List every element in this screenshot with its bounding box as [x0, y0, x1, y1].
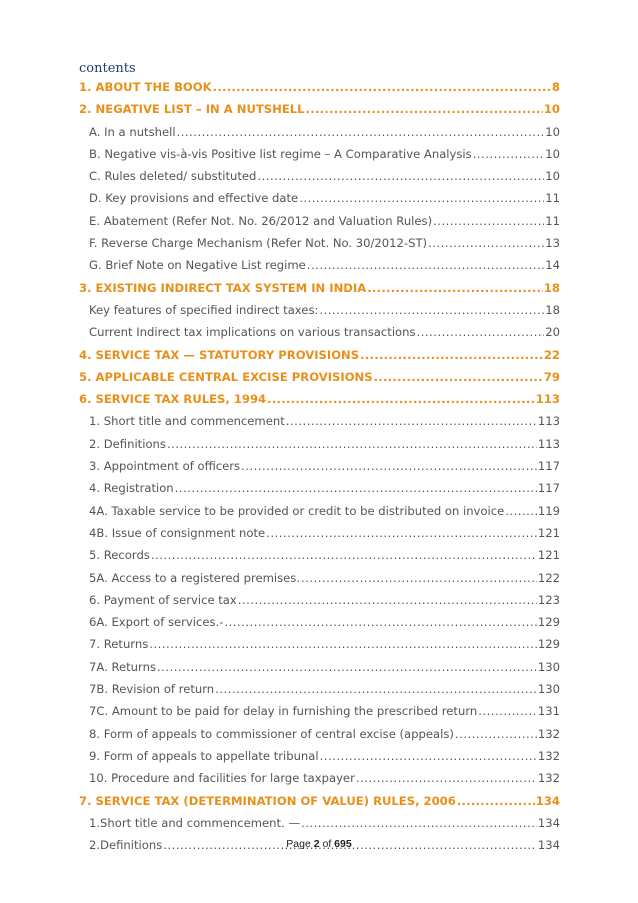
toc-dot-leader [505, 500, 537, 522]
toc-entry-label: 3. Appointment of officers [89, 459, 241, 474]
toc-section-entry[interactable] [79, 98, 560, 120]
toc-dot-leader [224, 611, 536, 633]
toc-entry-label: 7. SERVICE TAX (DETERMINATION OF VALUE) RULES, 2006 [79, 793, 456, 808]
toc-entry-page-number: 10 [545, 124, 560, 139]
toc-entry-label: G. Brief Note on Negative List regime [89, 258, 306, 273]
toc-entry-page-number: 113 [535, 392, 560, 407]
toc-entry-page-number: 134 [537, 815, 560, 830]
toc-entry-label: 9. Form of appeals to appellate tribunal [89, 748, 319, 763]
toc-entry-page-number: 132 [537, 748, 560, 763]
toc-subsection-entry[interactable] [79, 767, 560, 789]
toc-entry-page-number: 13 [545, 236, 560, 251]
toc-section-entry[interactable] [79, 76, 560, 98]
toc-dot-leader [286, 410, 537, 432]
toc-dot-leader [428, 232, 544, 254]
toc-entry-page-number: 14 [545, 258, 560, 273]
footer-prefix: Page [286, 838, 314, 850]
toc-entry-label: 7B. Revision of return [89, 682, 215, 697]
toc-entry-page-number: 131 [537, 704, 560, 719]
toc-entry-page-number: 121 [537, 525, 560, 540]
toc-entry-label: Current Indirect tax implications on various transactions [89, 325, 416, 340]
toc-entry-label: C. Rules deleted/ substituted [89, 169, 257, 184]
toc-entry-label: 2. Definitions [89, 436, 166, 451]
toc-entry-label: 1.Short title and commencement. — [89, 815, 301, 830]
toc-dot-leader [356, 767, 537, 789]
toc-entry-page-number: 79 [543, 369, 560, 384]
toc-entry-label: 8. Form of appeals to commissioner of central excise (appeals) [89, 726, 454, 741]
toc-entry-page-number: 22 [543, 347, 560, 362]
toc-entry-label: 4B. Issue of consignment note [89, 525, 266, 540]
toc-entry-label: A. In a nutshell [89, 124, 176, 139]
toc-entry-label: 7A. Returns [89, 659, 156, 674]
toc-entry-page-number: 11 [545, 213, 560, 228]
toc-entry-page-number: 11 [545, 191, 560, 206]
toc-entry-page-number: 10 [545, 146, 560, 161]
toc-subsection-entry[interactable] [79, 477, 560, 499]
toc-dot-leader [319, 299, 544, 321]
toc-subsection-entry[interactable] [79, 299, 560, 321]
toc-dot-leader [478, 700, 537, 722]
toc-dot-leader [367, 277, 543, 299]
toc-title: contents [79, 61, 136, 76]
toc-entry-label: 5A. Access to a registered premises. [89, 570, 301, 585]
toc-subsection-entry[interactable] [79, 500, 560, 522]
toc-dot-leader [433, 210, 544, 232]
toc-entry-label: E. Abatement (Refer Not. No. 26/2012 and Valuation Rules) [89, 213, 433, 228]
toc-entry-page-number: 129 [537, 637, 560, 652]
toc-section-entry[interactable] [79, 790, 560, 812]
toc-subsection-entry[interactable] [79, 410, 560, 432]
toc-dot-leader [215, 678, 537, 700]
toc-subsection-entry[interactable] [79, 633, 560, 655]
toc-subsection-entry[interactable] [79, 121, 560, 143]
toc-entry-label: 1. Short title and commencement [89, 414, 285, 429]
toc-dot-leader [267, 388, 535, 410]
toc-entry-label: F. Reverse Charge Mechanism (Refer Not. No. 30/2012-ST) [89, 236, 428, 251]
toc-entry-page-number: 10 [543, 102, 560, 117]
toc-entry-label: B. Negative vis-à-vis Positive list regime – A Comparative Analysis [89, 146, 472, 161]
table-of-contents [79, 76, 560, 856]
toc-dot-leader [299, 187, 544, 209]
toc-dot-leader [374, 366, 543, 388]
toc-dot-leader [177, 121, 545, 143]
toc-dot-leader [167, 433, 537, 455]
toc-entry-page-number: 20 [545, 325, 560, 340]
toc-subsection-entry[interactable] [79, 678, 560, 700]
toc-entry-page-number: 130 [537, 659, 560, 674]
toc-subsection-entry[interactable] [79, 611, 560, 633]
toc-entry-page-number: 117 [537, 459, 560, 474]
toc-entry-page-number: 18 [545, 302, 560, 317]
toc-entry-label: 5. Records [89, 548, 150, 563]
toc-dot-leader [241, 455, 537, 477]
toc-entry-page-number: 134 [537, 838, 560, 853]
toc-entry-label: 4. Registration [89, 481, 174, 496]
toc-entry-label: 10. Procedure and facilities for large taxpayer [89, 771, 355, 786]
toc-entry-page-number: 134 [535, 793, 560, 808]
toc-dot-leader [307, 254, 544, 276]
toc-entry-label: D. Key provisions and effective date [89, 191, 299, 206]
toc-entry-page-number: 119 [537, 503, 560, 518]
toc-entry-label: Key features of specified indirect taxes: [89, 302, 319, 317]
footer-middle: of [319, 838, 335, 850]
toc-subsection-entry[interactable] [79, 812, 560, 834]
toc-subsection-entry[interactable] [79, 165, 560, 187]
toc-entry-page-number: 117 [537, 481, 560, 496]
toc-subsection-entry[interactable] [79, 723, 560, 745]
toc-subsection-entry[interactable] [79, 567, 560, 589]
toc-entry-label: 6. SERVICE TAX RULES, 1994 [79, 392, 267, 407]
toc-section-entry[interactable] [79, 366, 560, 388]
toc-subsection-entry[interactable] [79, 700, 560, 722]
toc-subsection-entry[interactable] [79, 433, 560, 455]
toc-section-entry[interactable] [79, 344, 560, 366]
toc-entry-page-number: 113 [537, 414, 560, 429]
toc-entry-label: 7. Returns [89, 637, 149, 652]
toc-entry-label: 2. NEGATIVE LIST – IN A NUTSHELL [79, 102, 305, 117]
toc-dot-leader [213, 76, 551, 98]
toc-entry-page-number: 18 [543, 280, 560, 295]
toc-subsection-entry[interactable] [79, 656, 560, 678]
toc-subsection-entry[interactable] [79, 210, 560, 232]
toc-subsection-entry[interactable] [79, 143, 560, 165]
toc-dot-leader [151, 544, 537, 566]
toc-dot-leader [455, 723, 537, 745]
toc-section-entry[interactable] [79, 277, 560, 299]
toc-dot-leader [457, 790, 535, 812]
toc-entry-label: 6. Payment of service tax [89, 592, 237, 607]
page-footer [0, 838, 638, 850]
toc-subsection-entry[interactable] [79, 321, 560, 343]
toc-subsection-entry[interactable] [79, 455, 560, 477]
toc-entry-page-number: 130 [537, 682, 560, 697]
toc-dot-leader [301, 812, 537, 834]
toc-entry-page-number: 121 [537, 548, 560, 563]
toc-subsection-entry[interactable] [79, 232, 560, 254]
toc-subsection-entry[interactable] [79, 589, 560, 611]
toc-entry-page-number: 113 [537, 436, 560, 451]
total-pages: 695 [334, 838, 352, 850]
toc-entry-label: 4A. Taxable service to be provided or credit to be distributed on invoice [89, 503, 505, 518]
toc-entry-label: 5. APPLICABLE CENTRAL EXCISE PROVISIONS [79, 369, 373, 384]
toc-dot-leader [306, 98, 543, 120]
toc-entry-label: 6A. Export of services.- [89, 615, 224, 630]
toc-dot-leader [301, 567, 537, 589]
toc-entry-page-number: 8 [551, 80, 560, 94]
toc-dot-leader [320, 745, 537, 767]
toc-entry-label: 4. SERVICE TAX — STATUTORY PROVISIONS [79, 347, 360, 362]
toc-entry-page-number: 132 [537, 726, 560, 741]
toc-entry-page-number: 122 [537, 570, 560, 585]
toc-entry-page-number: 10 [545, 169, 560, 184]
toc-dot-leader [175, 477, 537, 499]
toc-entry-label: 1. ABOUT THE BOOK [79, 80, 212, 94]
toc-dot-leader [360, 344, 543, 366]
toc-dot-leader [417, 321, 545, 343]
toc-dot-leader [473, 143, 545, 165]
toc-entry-page-number: 123 [537, 592, 560, 607]
toc-section-entry[interactable] [79, 388, 560, 410]
toc-entry-page-number: 129 [537, 615, 560, 630]
current-page-number: 2 [313, 838, 320, 850]
toc-dot-leader [266, 522, 537, 544]
toc-subsection-entry[interactable] [79, 187, 560, 209]
toc-subsection-entry[interactable] [79, 522, 560, 544]
toc-subsection-entry[interactable] [79, 544, 560, 566]
toc-subsection-entry[interactable] [79, 745, 560, 767]
toc-entry-label: 2.Definitions [89, 838, 163, 853]
toc-entry-label: 7C. Amount to be paid for delay in furnishing the prescribed return [89, 704, 478, 719]
toc-entry-page-number: 132 [537, 771, 560, 786]
toc-subsection-entry[interactable] [79, 254, 560, 276]
toc-dot-leader [149, 633, 537, 655]
toc-dot-leader [257, 165, 544, 187]
toc-dot-leader [238, 589, 537, 611]
toc-entry-label: 3. EXISTING INDIRECT TAX SYSTEM IN INDIA [79, 280, 367, 295]
toc-dot-leader [157, 656, 537, 678]
